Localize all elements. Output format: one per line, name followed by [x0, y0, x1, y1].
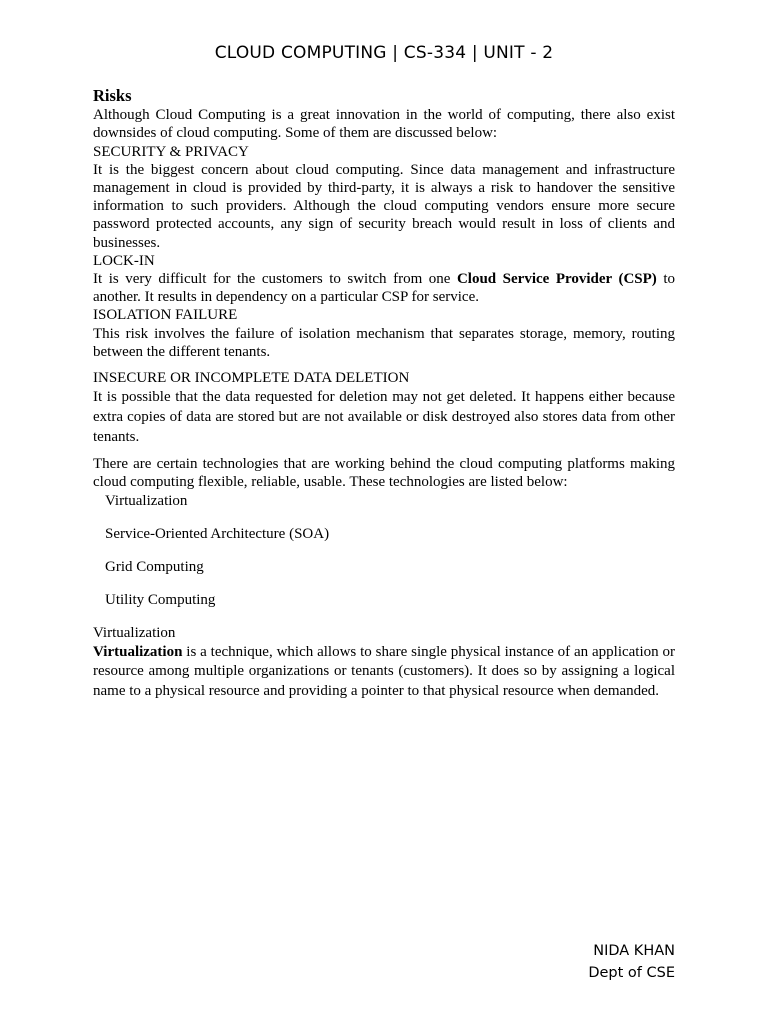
section-heading-risks: Risks — [93, 86, 132, 105]
list-item-label: Utility Computing — [105, 592, 216, 609]
subheading-security-privacy: SECURITY & PRIVACY — [93, 143, 249, 160]
document-body — [93, 87, 675, 701]
lock-in-bold-term: Cloud Service Provider (CSP) — [456, 271, 657, 288]
lock-in-text-after: to another. It results in dependency on a particular CSP for service. — [93, 271, 675, 306]
subheading-lock-in: LOCK-IN — [93, 252, 155, 269]
footer-author: NIDA KHAN — [593, 943, 675, 959]
virtualization-paragraph — [93, 643, 675, 702]
page-header-title: CLOUD COMPUTING | CS-334 | UNIT - 2 — [214, 43, 554, 63]
subheading-data-deletion: INSECURE OR INCOMPLETE DATA DELETION — [93, 370, 410, 387]
list-item — [93, 492, 675, 510]
subheading-isolation-failure: ISOLATION FAILURE — [93, 307, 238, 324]
footer-department: Dept of CSE — [588, 965, 675, 981]
security-paragraph: It is the biggest concern about cloud computing. Since data management and infrastructure management in cloud is provided by third-party, it is always a risk to handover the sensitive information to such providers. Although the cloud computing vendors ensure more secure password protected accounts, any sign of security breach would result in loss of clients and businesses. — [93, 161, 675, 251]
list-item — [93, 525, 675, 543]
list-item — [93, 558, 675, 576]
virtualization-bold-term: Virtualization — [93, 643, 183, 660]
list-item-label: Service-Oriented Architecture (SOA) — [105, 525, 330, 542]
risks-intro-paragraph: Although Cloud Computing is a great innovation in the world of computing, there also exist downsides of cloud computing. Some of them are discussed below: — [93, 107, 675, 142]
page-footer — [588, 940, 675, 984]
lock-in-paragraph — [93, 270, 675, 306]
lock-in-text-before: It is very difficult for the customers to switch from one — [93, 271, 457, 288]
subheading-virtualization: Virtualization — [93, 625, 176, 642]
list-item-label: Grid Computing — [105, 559, 204, 576]
technologies-intro-paragraph: There are certain technologies that are working behind the cloud computing platforms making cloud computing flexible, reliable, usable. These technologies are listed below: — [93, 456, 675, 491]
list-item — [93, 591, 675, 609]
virtualization-text: is a technique, which allows to share single physical instance of an application or resource among multiple organizations or tenants (customers). It does so by assigning a logical name to a physical resource and providing a pointer to that physical resource when demanded. — [93, 643, 675, 699]
list-item-label: Virtualization — [105, 492, 188, 509]
isolation-paragraph: This risk involves the failure of isolation mechanism that separates storage, memory, routing between the different tenants. — [93, 325, 675, 360]
deletion-paragraph: It is possible that the data requested for deletion may not get deleted. It happens either because extra copies of data are stored but are not available or disk destroyed also stores data from other tenants. — [93, 389, 675, 446]
